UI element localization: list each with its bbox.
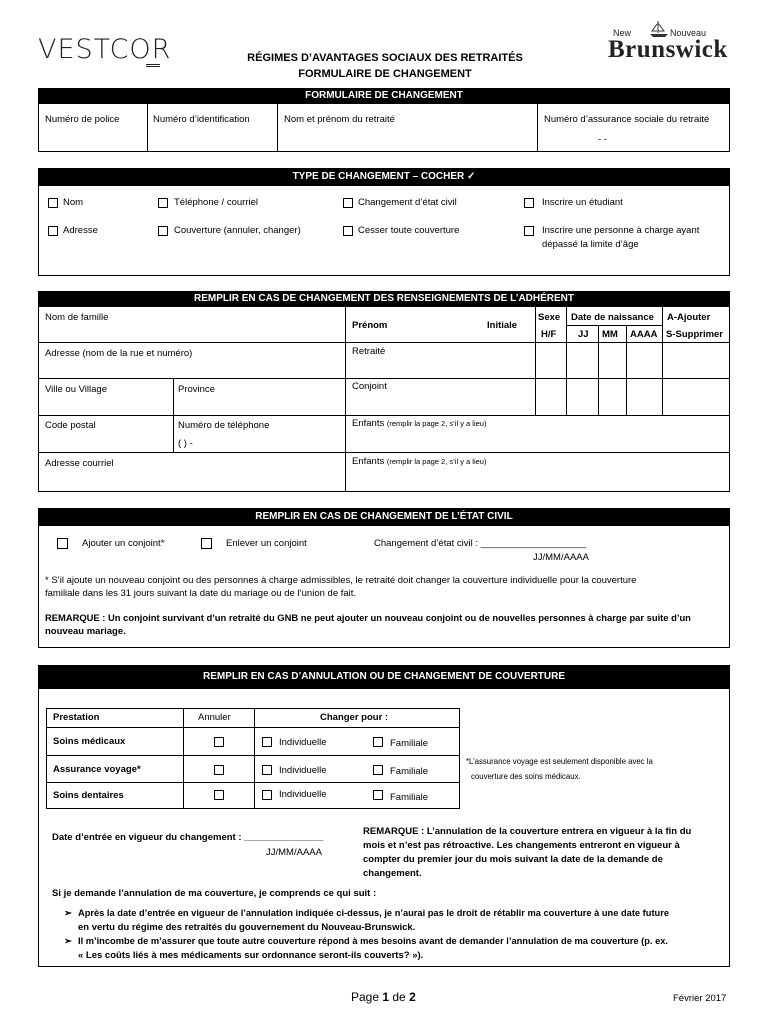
nb-logo-nouveau: Nouveau	[670, 28, 707, 38]
option-cesser-label: Cesser toute couverture	[358, 225, 460, 236]
new-brunswick-logo	[608, 20, 733, 66]
option-couverture-label: Couverture (annuler, changer)	[174, 225, 301, 236]
checkbox-nom[interactable]	[48, 198, 58, 208]
date-naissance-label: Date de naissance	[571, 312, 654, 323]
th-changer-pour: Changer pour :	[320, 712, 389, 723]
bullet-2-line-1: Il m’incombe de m’assurer que toute autre couverture répond à mes besoins avant de demander l’annulation de ma couverture (p. ex.	[78, 936, 668, 946]
aaaa-label: AAAA	[630, 329, 658, 340]
id-number-label: Numéro d’identification	[153, 114, 250, 125]
etat-civil-date-format: JJ/MM/AAAA	[533, 552, 589, 563]
etat-civil-note-2: familiale dans les 31 jours suivant la date du mariage ou de l’union de fait.	[45, 588, 357, 599]
sin-dashes: - -	[598, 134, 607, 145]
checkbox-cesser[interactable]	[343, 226, 353, 236]
section-bar-couverture: REMPLIR EN CAS D’ANNULATION OU DE CHANGEMENT DE COUVERTURE	[38, 665, 730, 689]
initiale-label: Initiale	[487, 320, 518, 331]
th-prestation: Prestation	[53, 712, 100, 723]
mm-label: MM	[602, 329, 618, 340]
retraite-label: Retraité	[352, 346, 386, 357]
checkbox-etudiant[interactable]	[524, 198, 534, 208]
voyage-note-1: *L’assurance voyage est seulement disponible avec la	[466, 757, 653, 766]
page-de: de	[389, 990, 410, 1004]
familiale-label: Familiale	[390, 792, 429, 803]
date-entree-field[interactable]: Date d’entrée en vigueur du changement : _______________	[52, 832, 324, 843]
option-personne-charge-label-1: Inscrire une personne à charge ayant	[542, 225, 700, 236]
option-adresse-label: Adresse	[63, 225, 98, 236]
page-current: 1	[382, 990, 390, 1004]
changement-etat-civil-field[interactable]: Changement d’état civil : ____________________	[374, 538, 587, 549]
page-prefix: Page	[351, 990, 383, 1004]
bullet-arrow-icon: ➢	[64, 908, 72, 919]
s-supprimer-label: S-Supprimer	[666, 329, 724, 340]
footer-date: Février 2017	[673, 993, 727, 1004]
etat-civil-note-1: * S’il ajoute un nouveau conjoint ou des personnes à charge admissibles, le retraité doit changer la couverture individuelle pour la couverture	[45, 575, 637, 586]
row-assurance-voyage-label: Assurance voyage*	[53, 764, 141, 775]
section-bar-renseignements: REMPLIR EN CAS DE CHANGEMENT DES RENSEIGNEMENTS DE L’ADHÉRENT	[38, 291, 730, 307]
couverture-remarque-2: mois et n’est pas rétroactive. Les changements entreront en vigueur à	[363, 840, 680, 851]
ajouter-conjoint-label: Ajouter un conjoint*	[82, 538, 165, 549]
jj-label: JJ	[578, 329, 589, 340]
prenom-label: Prénom	[352, 320, 388, 331]
enfants-text-2: Enfants	[352, 456, 385, 467]
section-bar-type-changement: TYPE DE CHANGEMENT – COCHER ✓	[38, 168, 730, 186]
option-telephone-label: Téléphone / courriel	[174, 197, 258, 208]
form-title-line2: FORMULAIRE DE CHANGEMENT	[298, 68, 472, 80]
checkbox-telephone[interactable]	[158, 198, 168, 208]
familiale-label: Familiale	[390, 766, 429, 777]
vestcor-logo-text: VESTCOR	[38, 34, 172, 65]
ville-label: Ville ou Village	[45, 384, 107, 395]
enfants-note-1: (remplir la page 2, s’il y a lieu)	[386, 419, 487, 428]
nom-famille-label: Nom de famille	[45, 312, 109, 323]
section-bar-formulaire: FORMULAIRE DE CHANGEMENT	[38, 88, 730, 104]
a-ajouter-label: A-Ajouter	[667, 312, 711, 323]
option-etudiant-label: Inscrire un étudiant	[542, 197, 623, 208]
conjoint-label: Conjoint	[352, 381, 387, 392]
option-nom-label: Nom	[63, 197, 84, 208]
code-postal-label: Code postal	[45, 420, 96, 431]
bullet-2-line-2: « Les coûts liés à mes médicaments sur ordonnance seront-ils couverts? »).	[78, 950, 424, 961]
row-soins-dentaires-label: Soins dentaires	[53, 790, 124, 801]
enlever-conjoint-label: Enlever un conjoint	[226, 538, 307, 549]
sin-label: Numéro d’assurance sociale du retraité	[544, 114, 710, 125]
checkbox-adresse[interactable]	[48, 226, 58, 236]
option-etat-civil-label: Changement d’état civil	[358, 197, 457, 208]
etat-civil-remarque-2: nouveau mariage.	[45, 626, 126, 637]
enfants-text-1: Enfants	[352, 418, 385, 429]
option-personne-charge-label-2: dépassé la limite d’âge	[542, 239, 639, 250]
enfants-note-2: (remplir la page 2, s’il y a lieu)	[386, 457, 487, 466]
checkbox-etat-civil[interactable]	[343, 198, 353, 208]
vestcor-logo-mark	[146, 64, 160, 67]
checkbox-familiale-soins-medicaux[interactable]	[373, 737, 383, 747]
checkbox-annuler-soins-medicaux[interactable]	[214, 737, 224, 747]
bullet-1-line-2: en vertu du régime des retraités du gouvernement du Nouveau-Brunswick.	[78, 922, 416, 933]
couverture-remarque-4: changement.	[363, 868, 422, 879]
checkbox-individuelle-soins-dentaires[interactable]	[262, 790, 272, 800]
couverture-remarque-3: compter du premier jour du mois suivant la date de la demande de	[363, 854, 663, 865]
page-total: 2	[409, 990, 416, 1004]
individuelle-label: Individuelle	[279, 737, 327, 748]
individuelle-label: Individuelle	[279, 789, 327, 800]
individuelle-label: Individuelle	[279, 765, 327, 776]
nb-logo-name: Brunswick	[608, 36, 728, 63]
retiree-name-label: Nom et prénom du retraité	[284, 114, 395, 125]
section-bar-etat-civil: REMPLIR EN CAS DE CHANGEMENT DE L’ÉTAT CIVIL	[38, 508, 730, 526]
voyage-note-2: couverture des soins médicaux.	[471, 772, 581, 781]
province-label: Province	[178, 384, 215, 395]
telephone-format: ( ) -	[178, 438, 193, 449]
checkbox-individuelle-soins-medicaux[interactable]	[262, 737, 272, 747]
etat-civil-remarque-1: REMARQUE : Un conjoint survivant d’un retraité du GNB ne peut ajouter un nouveau conjoint ou de nouvelles personnes à charge par suite d’un	[45, 612, 691, 623]
bullet-arrow-icon: ➢	[64, 936, 72, 947]
courriel-label: Adresse courriel	[45, 458, 114, 469]
date-entree-format: JJ/MM/AAAA	[266, 847, 322, 858]
th-annuler: Annuler	[198, 712, 231, 723]
bullet-1-line-1: Après la date d’entrée en vigueur de l’annulation indiquée ci-dessus, je n’aurai pas le droit de rétablir ma couverture à une date future	[78, 908, 670, 918]
form-title-line1: RÉGIMES D’AVANTAGES SOCIAUX DES RETRAITÉS	[247, 52, 523, 64]
checkbox-annuler-assurance-voyage[interactable]	[214, 765, 224, 775]
page-number	[351, 990, 416, 1004]
nb-logo-new: New	[613, 28, 632, 38]
checkbox-individuelle-assurance-voyage[interactable]	[262, 765, 272, 775]
enfants-label-2	[352, 456, 486, 467]
couverture-remarque-1: REMARQUE : L’annulation de la couverture entrera en vigueur à la fin du	[363, 826, 692, 837]
policy-number-label: Numéro de police	[45, 114, 120, 125]
hf-label: H/F	[541, 329, 557, 340]
sexe-label: Sexe	[538, 312, 561, 323]
checkbox-familiale-assurance-voyage[interactable]	[373, 765, 383, 775]
familiale-label: Familiale	[390, 738, 429, 749]
adresse-label: Adresse (nom de la rue et numéro)	[45, 348, 193, 359]
checkbox-ajouter-conjoint[interactable]	[57, 538, 68, 549]
checkbox-annuler-soins-dentaires[interactable]	[214, 790, 224, 800]
checkbox-familiale-soins-dentaires[interactable]	[373, 790, 383, 800]
telephone-label: Numéro de téléphone	[178, 420, 270, 431]
enfants-label-1	[352, 418, 486, 429]
si-demande-label: Si je demande l’annulation de ma couverture, je comprends ce qui suit :	[52, 888, 377, 899]
checkbox-enlever-conjoint[interactable]	[201, 538, 212, 549]
checkbox-personne-charge[interactable]	[524, 226, 534, 236]
row-soins-medicaux-label: Soins médicaux	[53, 736, 126, 747]
checkbox-couverture[interactable]	[158, 226, 168, 236]
